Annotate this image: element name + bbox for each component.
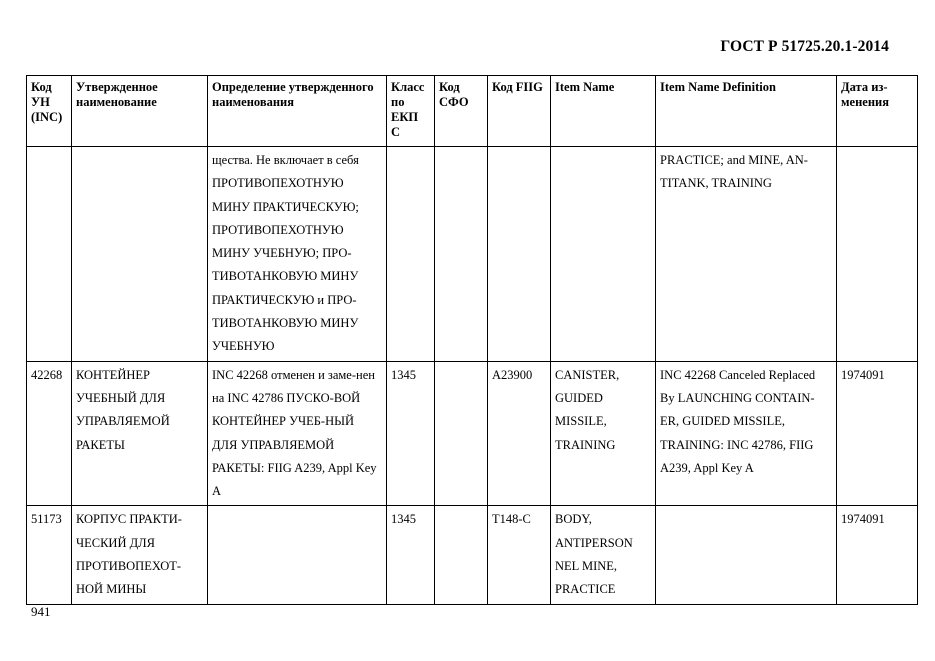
cell-definition: INC 42268 отменен и заме-нен на INC 42786 ПУСКО-ВОЙ КОНТЕЙНЕР УЧЕБ-НЫЙ ДЛЯ УПРАВЛЯЕМОЙ РАКЕТЫ: FIIG A239, Appl Key A — [208, 361, 387, 506]
column-header-inc: Код УН (INC) — [27, 76, 72, 147]
cell-item-name-definition: INC 42268 Canceled Replaced By LAUNCHING CONTAIN-ER, GUIDED MISSILE, TRAINING: INC 42786, FIIG A239, Appl Key A — [656, 361, 837, 506]
cell-inc: 51173 — [27, 506, 72, 604]
cell-class — [387, 147, 435, 362]
cell-sfo — [435, 147, 488, 362]
cell-definition — [208, 506, 387, 604]
column-header-approved-name: Утвержденное наименование — [72, 76, 208, 147]
table-header-row — [27, 76, 918, 147]
column-header-sfo: Код СФО — [435, 76, 488, 147]
cell-item-name — [551, 147, 656, 362]
table-row — [27, 147, 918, 362]
cell-class: 1345 — [387, 506, 435, 604]
document-standard-header: ГОСТ Р 51725.20.1-2014 — [720, 38, 889, 55]
column-header-change-date: Дата из-менения — [837, 76, 918, 147]
cell-change-date: 1974091 — [837, 361, 918, 506]
table-row — [27, 361, 918, 506]
cell-approved-name: КОРПУС ПРАКТИ-ЧЕСКИЙ ДЛЯ ПРОТИВОПЕХОТ-НОЙ МИНЫ — [72, 506, 208, 604]
cell-change-date: 1974091 — [837, 506, 918, 604]
cell-approved-name — [72, 147, 208, 362]
cell-fiig: T148-C — [488, 506, 551, 604]
cell-class: 1345 — [387, 361, 435, 506]
cell-item-name-definition — [656, 506, 837, 604]
cell-sfo — [435, 506, 488, 604]
cell-fiig: A23900 — [488, 361, 551, 506]
cell-inc: 42268 — [27, 361, 72, 506]
page-number: 941 — [31, 604, 51, 619]
cell-change-date — [837, 147, 918, 362]
cell-item-name-definition: PRACTICE; and MINE, AN-TITANK, TRAINING — [656, 147, 837, 362]
cell-item-name: BODY, ANTIPERSON NEL MINE, PRACTICE — [551, 506, 656, 604]
cell-fiig — [488, 147, 551, 362]
cell-approved-name: КОНТЕЙНЕР УЧЕБНЫЙ ДЛЯ УПРАВЛЯЕМОЙ РАКЕТЫ — [72, 361, 208, 506]
cell-sfo — [435, 361, 488, 506]
catalog-table — [26, 75, 918, 605]
table-row — [27, 506, 918, 604]
column-header-item-name-definition: Item Name Definition — [656, 76, 837, 147]
cell-inc — [27, 147, 72, 362]
column-header-class: Класс по ЕКП С — [387, 76, 435, 147]
column-header-fiig: Код FIIG — [488, 76, 551, 147]
column-header-definition: Определение утвержденного наименования — [208, 76, 387, 147]
cell-item-name: CANISTER, GUIDED MISSILE, TRAINING — [551, 361, 656, 506]
cell-definition: щества. Не включает в себя ПРОТИВОПЕХОТНУЮ МИНУ ПРАКТИЧЕСКУЮ; ПРОТИВОПЕХОТНУЮ МИНУ УЧЕБНУЮ; ПРО-ТИВОТАНКОВУЮ МИНУ ПРАКТИЧЕСКУЮ и ПРО-ТИВОТАНКОВУЮ МИНУ УЧЕБНУЮ — [208, 147, 387, 362]
column-header-item-name: Item Name — [551, 76, 656, 147]
